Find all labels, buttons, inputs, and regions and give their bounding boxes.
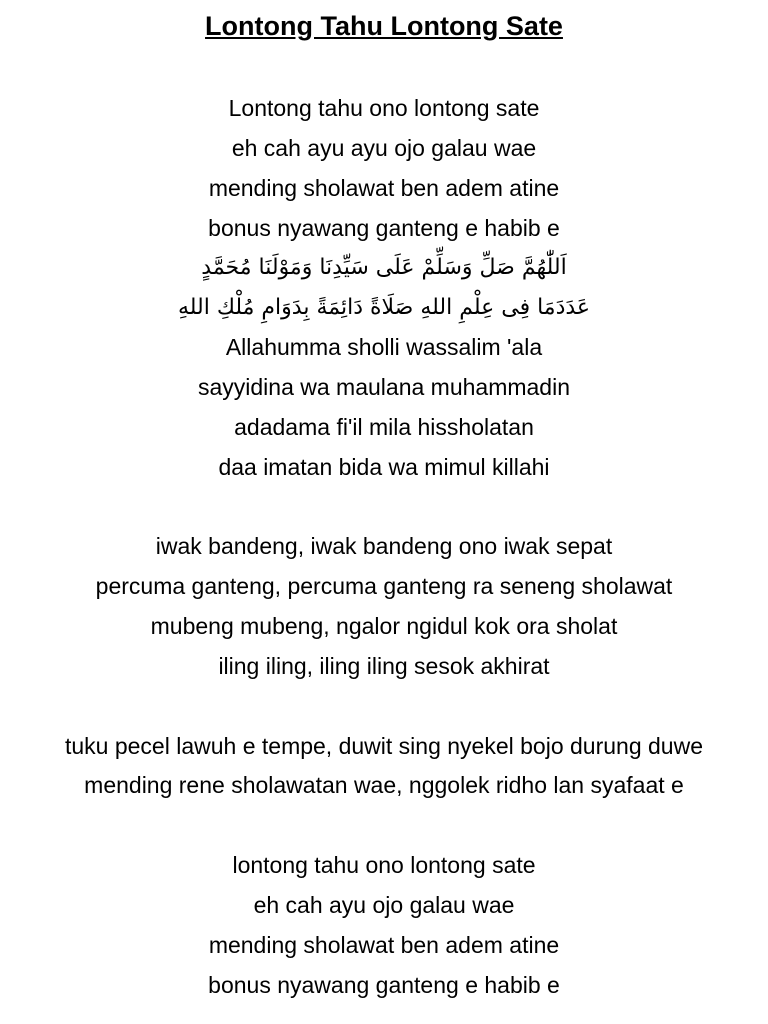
stanza-gap <box>0 687 768 727</box>
lyric-line: tuku pecel lawuh e tempe, duwit sing nyekel bojo durung duwe <box>64 732 703 759</box>
transliteration-line: sayyidina wa maulana muhammadin <box>197 373 571 400</box>
lyric-line: bonus nyawang ganteng e habib e <box>208 214 560 241</box>
lyric-line: percuma ganteng, percuma ganteng ra seneng sholawat <box>95 573 673 600</box>
lyric-line: iwak bandeng, iwak bandeng ono iwak sepat <box>155 533 613 560</box>
document-title: Lontong Tahu Lontong Sate <box>205 11 563 41</box>
transliteration-line: adadama fi'il mila hissholatan <box>234 413 534 440</box>
lyric-line: bonus nyawang ganteng e habib e <box>208 971 560 998</box>
lyric-line: Lontong tahu ono lontong sate <box>228 95 540 121</box>
arabic-line: اَللّٰهُمَّ صَلِّ وَسَلِّمْ عَلَى سَيِّدِنَا وَمَوْلَنَا مُحَمَّدٍ <box>201 255 567 281</box>
arabic-line: عَدَدَمَا فِى عِلْمِ اللهِ صَلَاةً دَائِمَةً بِدَوَامِ مُلْكِ اللهِ <box>177 295 591 321</box>
lyric-line: mending sholawat ben adem atine <box>208 931 560 958</box>
lyric-line: mending rene sholawatan wae, nggolek ridho lan syafaat e <box>84 772 684 799</box>
lyric-line: eh cah ayu ayu ojo galau wae <box>231 134 537 161</box>
lyric-line: iling iling, iling iling sesok akhirat <box>218 652 550 679</box>
lyric-line: mending sholawat ben adem atine <box>208 174 560 201</box>
lyrics-body <box>0 89 768 1005</box>
lyric-line: lontong tahu ono lontong sate <box>232 852 536 879</box>
transliteration-line: Allahumma sholli wassalim 'ala <box>225 334 543 361</box>
lyric-line: mubeng mubeng, ngalor ngidul kok ora sholat <box>150 612 618 639</box>
transliteration-line: daa imatan bida wa mimul killahi <box>218 453 550 480</box>
stanza-gap <box>0 806 768 846</box>
stanza-gap <box>0 487 768 527</box>
lyric-line: eh cah ayu ojo galau wae <box>253 891 515 918</box>
